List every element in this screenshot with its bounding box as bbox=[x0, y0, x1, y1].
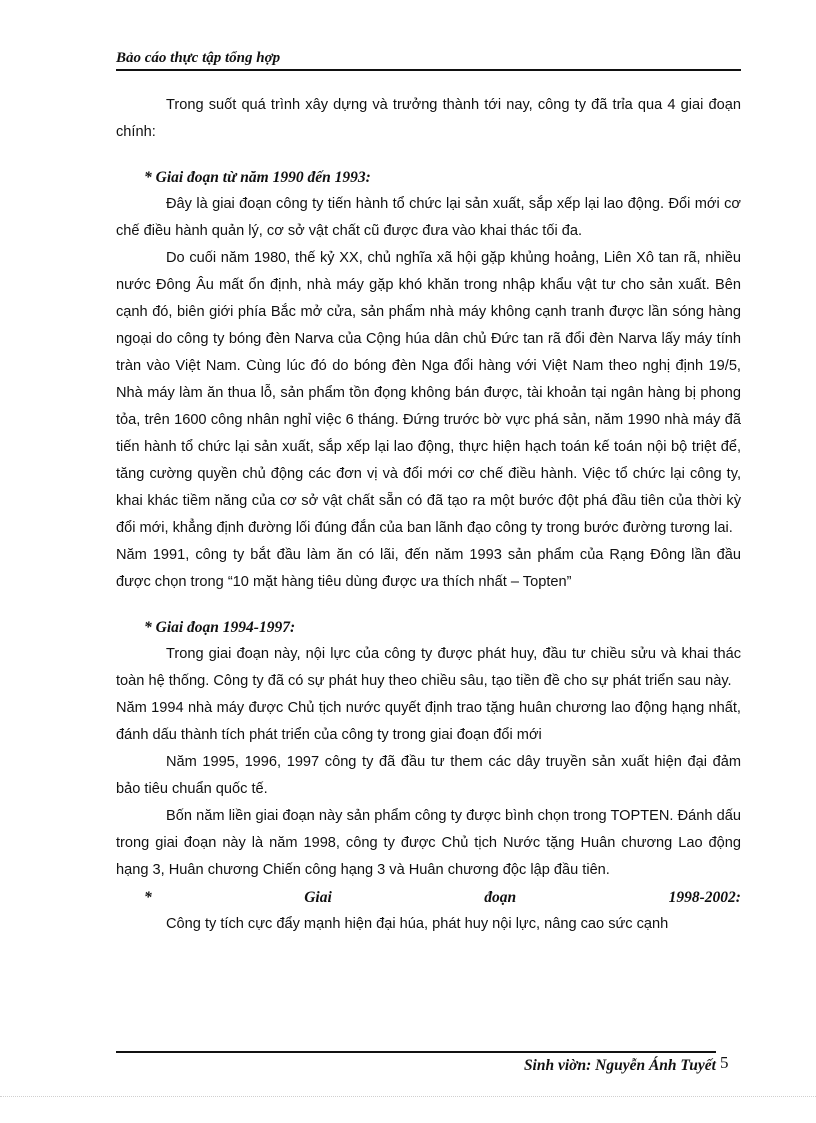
document-header: Bảo cáo thực tập tổng hợp bbox=[116, 50, 281, 66]
paragraph: Đây là giai đoạn công ty tiến hành tổ chức lại sản xuất, sắp xếp lại lao động. Đổi mới cơ chế điều hành quản lý, cơ sở vật chất cũ được đưa vào khai thác tối đa. bbox=[116, 196, 741, 239]
paragraph: Năm 1995, 1996, 1997 công ty đã đầu tư them các dây truyền sản xuất hiện đại đảm bảo tiêu chuẩn quốc tế. bbox=[116, 754, 741, 797]
section-heading-1994-1997: * Giai đoạn 1994-1997: bbox=[144, 619, 296, 636]
heading-word: 1998-2002: bbox=[668, 889, 741, 906]
footer-rule bbox=[116, 1051, 716, 1053]
heading-word: đoạn bbox=[484, 889, 517, 906]
header-rule bbox=[116, 69, 741, 71]
document-body bbox=[116, 92, 741, 938]
heading-word: Giai bbox=[304, 889, 332, 906]
paragraph: Trong giai đoạn này, nội lực của công ty được phát huy, đầu tư chiều sửu và khai thác toàn hệ thống. Công ty đã có sự phát huy theo chiều sâu, tạo tiền đề cho sự phát triển sau này. bbox=[116, 646, 741, 689]
page-number: 5 bbox=[720, 1053, 729, 1072]
paragraph: Năm 1994 nhà máy được Chủ tịch nước quyết định trao tặng huân chương lao động hạng nhất, đánh dấu thành tích phát triển của công ty trong giai đoạn đổi mới bbox=[116, 700, 741, 743]
paragraph: Bốn năm liền giai đoạn này sản phẩm công ty được bình chọn trong TOPTEN. Đánh dấu trong giai đoạn này là năm 1998, công ty được Chủ tịch Nước tặng Huân chương Lao động hạng 3, Huân chương Chiến công hạng 3 và Huân chương độc lập đầu tiên. bbox=[116, 808, 741, 878]
section-heading-1998-2002 bbox=[116, 884, 741, 911]
footer-author: Sinh viờn: Nguyễn Ánh Tuyết bbox=[523, 1057, 716, 1074]
paragraph: Công ty tích cực đẩy mạnh hiện đại húa, phát huy nội lực, nâng cao sức cạnh bbox=[166, 916, 669, 932]
page-boundary bbox=[0, 1096, 816, 1097]
paragraph: Năm 1991, công ty bắt đầu làm ăn có lãi, đến năm 1993 sản phẩm của Rạng Đông lần đầu được chọn trong “10 mặt hàng tiêu dùng được ưa thích nhất – Topten” bbox=[116, 547, 741, 590]
paragraph: Do cuối năm 1980, thế kỷ XX, chủ nghĩa xã hội gặp khủng hoảng, Liên Xô tan rã, nhiều nước Đông Âu mất ổn định, nhà máy gặp khó khăn trong nhập khẩu vật tư cho sản xuất. Bên cạnh đó, biên giới phía Bắc mở cửa, sản phẩm nhà máy không cạnh tranh được lần sóng hàng ngoại do công ty bóng đèn Narva của Cộng húa dân chủ Đức tan rã đổi đèn Narva lấy máy tính tràn vào Việt Nam. Cùng lúc đó do bóng đèn Nga đổi hàng với Việt Nam theo nghị định 19/5, Nhà máy làm ăn thua lỗ, sản phẩm tồn đọng không bán được, tài khoản tại ngân hàng bị phong tỏa, trên 1600 công nhân nghỉ việc 6 tháng. Đứng trước bờ vực phá sản, năm 1990 nhà máy đã tiến hành tổ chức lại sản xuất, sắp xếp lại lao động, thực hiện hạch toán kế toán nội bộ triệt để, tăng cường quyền chủ động các đơn vị và đổi mới cơ chế điều hành. Việc tổ chức lại công ty, khai khác tiềm năng của cơ sở vật chất sẵn có đã tạo ra một bước đột phá đầu tiên của thời kỳ đổi mới, khẳng định đường lối đúng đắn của ban lãnh đạo công ty trong bước đường tương lai. bbox=[116, 250, 741, 536]
heading-star: * bbox=[144, 889, 152, 906]
section-heading-1990-1993: * Giai đoạn từ năm 1990 đến 1993: bbox=[144, 169, 371, 186]
intro-paragraph: Trong suốt quá trình xây dựng và trưởng thành tới nay, công ty đã trỉa qua 4 giai đoạn chính: bbox=[116, 97, 741, 140]
